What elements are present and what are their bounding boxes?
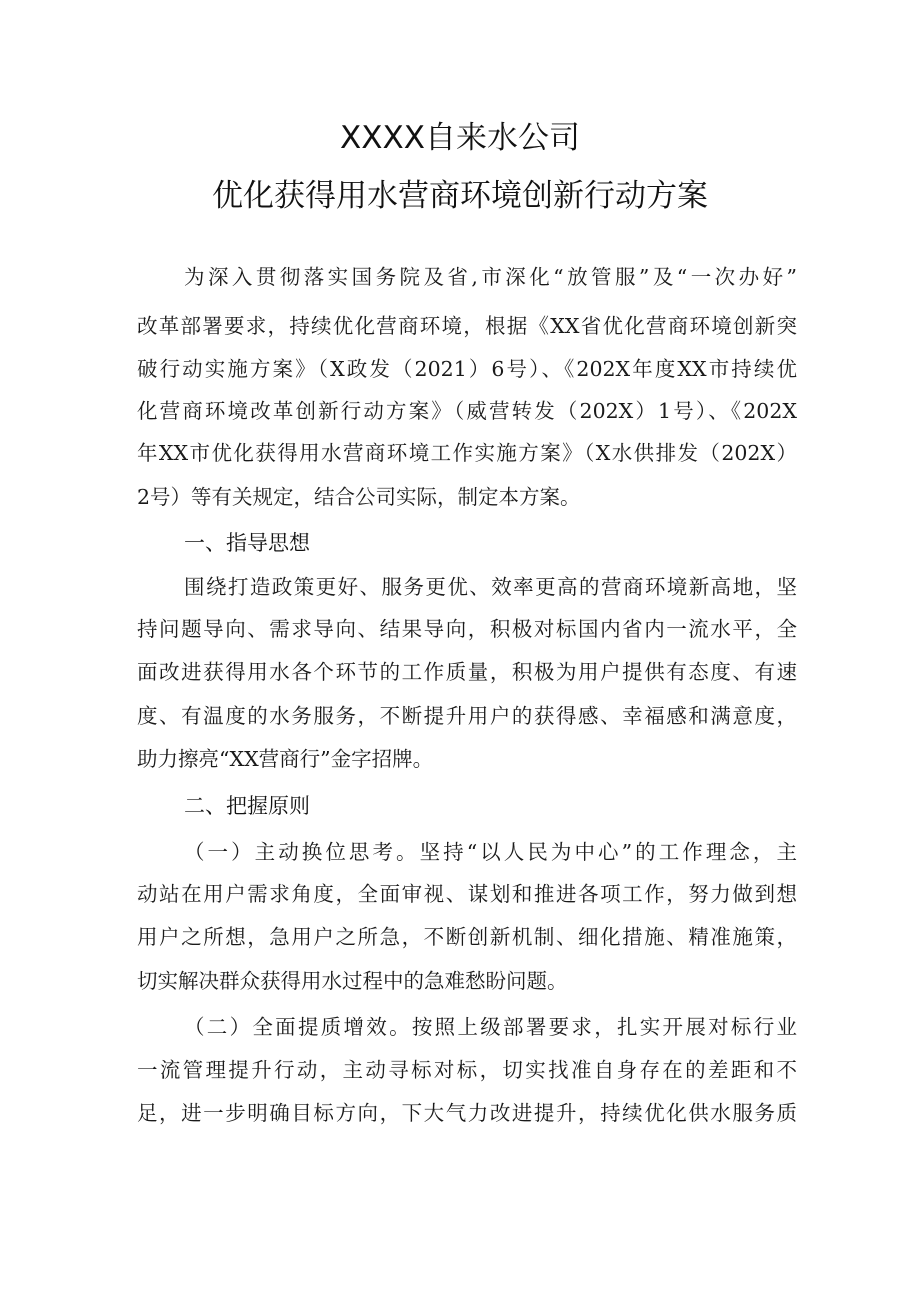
intro-line: 年XX市优化获得用水营商环境工作实施方案》（X水供排发（202X） <box>137 441 797 465</box>
section-1-heading: 一、指导思想 <box>184 531 310 555</box>
intro-line: 为深入贯彻落实国务院及省,市深化“放管服”及“一次办好” <box>184 265 797 289</box>
section-1-line: 度、有温度的水务服务，不断提升用户的获得感、幸福感和满意度， <box>137 704 797 728</box>
section-2-item-2-line: （二）全面提质增效。按照上级部署要求，扎实开展对标行业 <box>184 1015 797 1039</box>
section-2-item-2-line: 一流管理提升行动，主动寻标对标，切实找准自身存在的差距和不 <box>137 1058 797 1082</box>
intro-line: 改革部署要求，持续优化营商环境，根据《XX省优化营商环境创新突 <box>137 314 797 338</box>
intro-line: 化营商环境改革创新行动方案》（威营转发（202X）1号）、《202X <box>137 399 797 423</box>
section-2-item-1-line: 切实解决群众获得用水过程中的急难愁盼问题。 <box>137 969 568 993</box>
section-1-line: 面改进获得用水各个环节的工作质量，积极为用户提供有态度、有速 <box>137 660 797 684</box>
section-2-item-1-line: 用户之所想，急用户之所急，不断创新机制、细化措施、精准施策， <box>137 925 797 949</box>
section-2-item-2-line: 足，进一步明确目标方向，下大气力改进提升，持续优化供水服务质 <box>137 1101 797 1125</box>
intro-line: 破行动实施方案》（X政发（2021）6号）、《202X年度XX市持续优 <box>137 357 797 381</box>
section-2-item-1-line: （一）主动换位思考。坚持“以人民为中心”的工作理念，主 <box>184 840 797 864</box>
section-1-line: 围绕打造政策更好、服务更优、效率更高的营商环境新高地，坚 <box>184 575 797 599</box>
document-title-line-1: XXXX自来水公司 <box>340 120 580 156</box>
section-1-line: 助力擦亮“XX营商行”金字招牌。 <box>137 747 434 771</box>
intro-line: 2号）等有关规定，结合公司实际，制定本方案。 <box>137 485 581 509</box>
section-2-heading: 二、把握原则 <box>184 794 310 818</box>
document-title-line-2: 优化获得用水营商环境创新行动方案 <box>212 178 708 214</box>
section-2-item-1-line: 动站在用户需求角度，全面审视、谋划和推进各项工作，努力做到想 <box>137 882 797 906</box>
section-1-line: 持问题导向、需求导向、结果导向，积极对标国内省内一流水平，全 <box>137 617 797 641</box>
